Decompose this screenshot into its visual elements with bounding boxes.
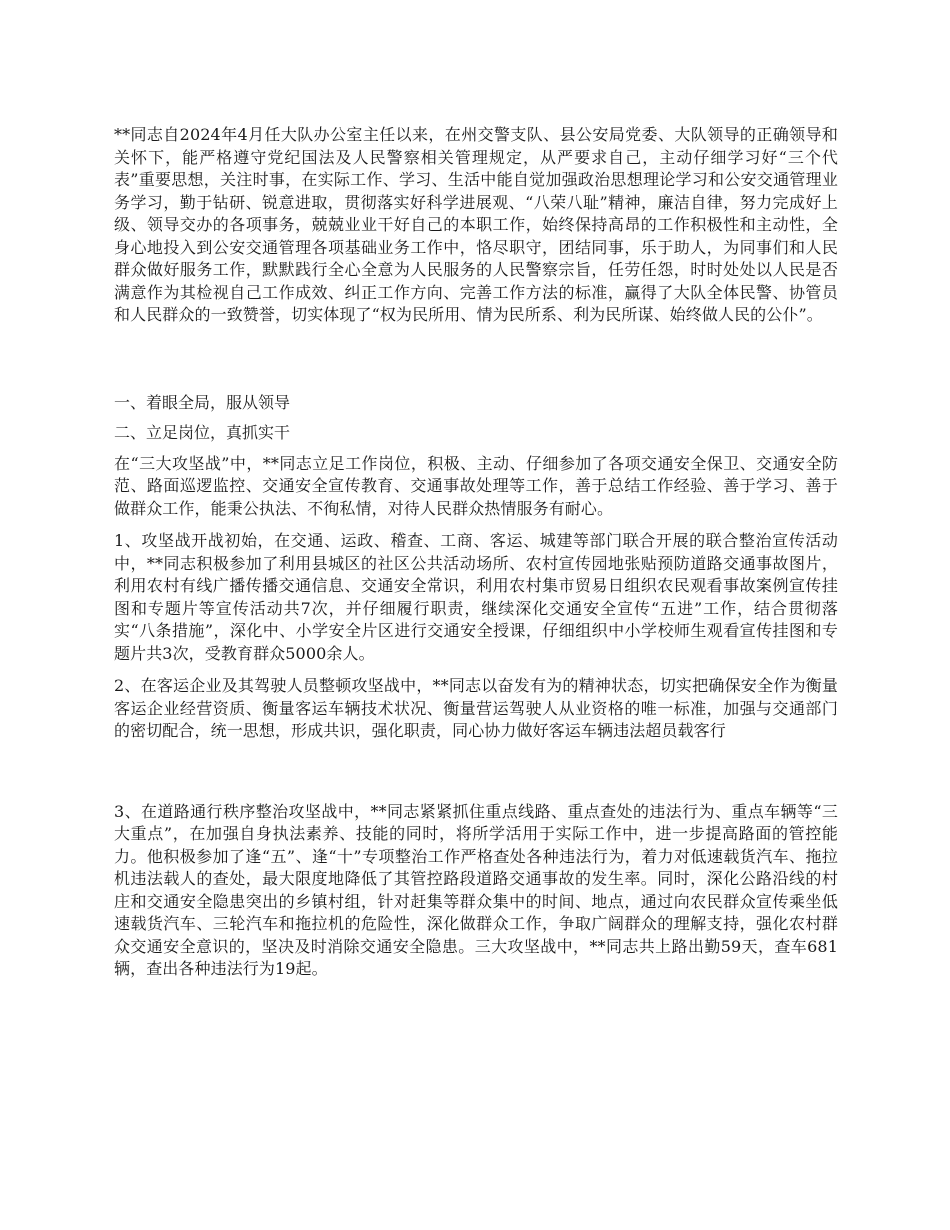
list-item-2: 2、在客运企业及其驾驶人员整顿攻坚战中，**同志以奋发有为的精神状态，切实把确保安全作为衡量客运企业经营资质、衡量客运车辆技术状况、衡量营运驾驶人从业资格的唯一标准，加强与交通部门的密切配合，统一思想，形成共识，强化职责，同心协力做好客运车辆违法超员载客行 [114,676,838,740]
intro-paragraph: **同志自2024年4月任大队办公室主任以来，在州交警支队、县公安局党委、大队领导的正确领导和关怀下，能严格遵守党纪国法及人民警察相关管理规定，从严要求自己，主动仔细学习好“三个代表”重要思想，关注时事，在实际工作、学习、生活中能自觉加强政治思想理论学习和公安交通管理业务学习，勤于钻研、锐意进取，贯彻落实好科学进展观、“八荣八耻”精神，廉洁自律，努力完成好上级、领导交办的各项事务，兢兢业业干好自己的本职工作，始终保持高昂的工作积极性和主动性，全身心地投入到公安交通管理各项基础业务工作中，恪尽职守，团结同事，乐于助人，为同事们和人民群众做好服务工作，默默践行全心全意为人民服务的人民警察宗旨，任劳任怨，时时处处以人民是否满意作为其检视自己工作成效、纠正工作方向、完善工作方法的标准，赢得了大队全体民警、协管员和人民群众的一致赞誉，切实体现了“权为民所用、情为民所系、利为民所谋、始终做人民的公仆”。 [114,125,838,324]
document-page [114,124,838,981]
list-item-3: 3、在道路通行秩序整治攻坚战中，**同志紧紧抓住重点线路、重点查处的违法行为、重点车辆等“三大重点”，在加强自身执法素养、技能的同时，将所学活用于实际工作中，进一步提高路面的管控能力。他积极参加了逢“五”、逢“十”专项整治工作严格查处各种违法行为，着力对低速载货汽车、拖拉机违法载人的查处，最大限度地降低了其管控路段道路交通事故的发生率。同时，深化公路沿线的村庄和交通安全隐患突出的乡镇村组，针对赶集等群众集中的时间、地点，通过向农民群众宣传乘坐低速载货汽车、三轮汽车和拖拉机的危险性，深化做群众工作，争取广阔群众的理解支持，强化农村群众交通安全意识的，坚决及时消除交通安全隐患。三大攻坚战中，**同志共上路出勤59天，查车681辆，查出各种违法行为19起。 [114,801,838,978]
campaign-paragraph: 在“三大攻坚战”中，**同志立足工作岗位，积极、主动、仔细参加了各项交通安全保卫、交通安全防范、路面巡逻监控、交通安全宣传教育、交通事故处理等工作，善于总结工作经验、善于学习、善于做群众工作，能秉公执法、不徇私情，对待人民群众热情服务有耐心。 [114,453,838,518]
section-heading-1: 一、着眼全局，服从领导 [114,392,291,412]
section-heading-2: 二、立足岗位，真抓实干 [114,423,291,442]
list-item-1: 1、攻坚战开战初始，在交通、运政、稽查、工商、客运、城建等部门联合开展的联合整治宣传活动中，**同志积极参加了利用县城区的社区公共活动场所、农村宣传园地张贴预防道路交通事故图片，利用农村有线广播传播交通信息、交通安全常识，利用农村集市贸易日组织农民观看事故案例宣传挂图和专题片等宣传活动共7次，并仔细履行职责，继续深化交通安全宣传“五进”工作，结合贯彻落实“八条措施”，深化中、小学安全片区进行交通安全授课，仔细组织中小学校师生观看宣传挂图和专题片共3次，受教育群众5000余人。 [114,531,838,663]
